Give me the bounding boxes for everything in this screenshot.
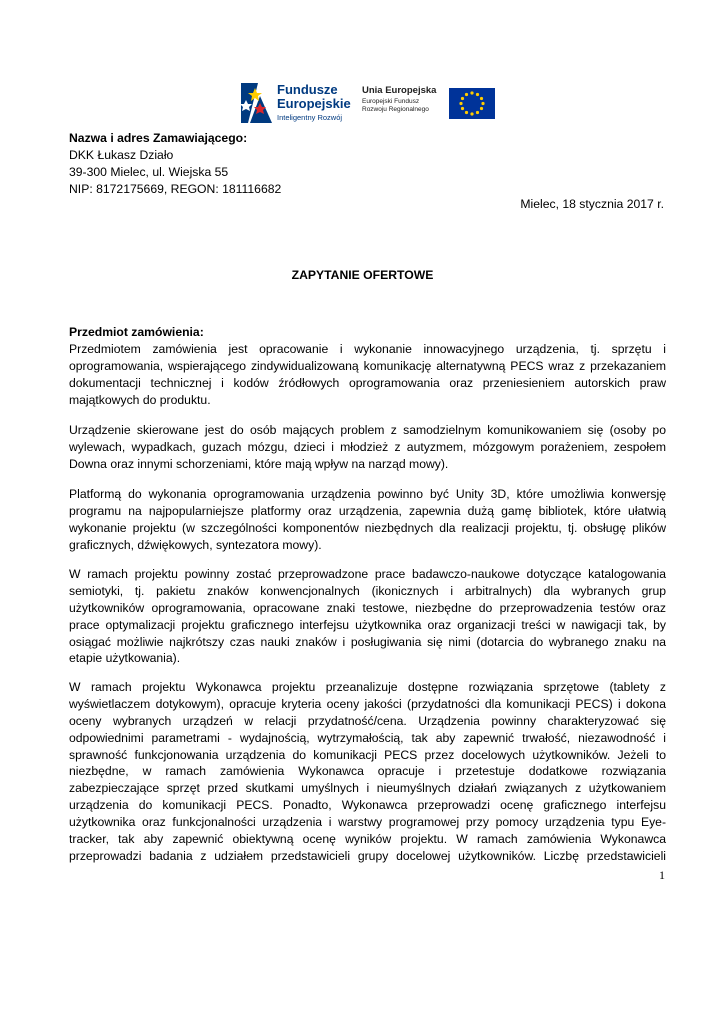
eu-flag-icon	[449, 88, 495, 119]
contracting-party-line: 39-300 Mielec, ul. Wiejska 55	[69, 164, 229, 179]
contracting-party-heading: Nazwa i adres Zamawiającego:	[69, 131, 248, 145]
unia-europejska-label	[362, 86, 436, 115]
fe-logo-line3: Inteligentny Rozwój	[277, 113, 343, 122]
paragraph-line: odpowiednimi parametrami - wydajnością, wytrzymałością, tak aby zapewnić trwałość, niezawodność i	[69, 730, 666, 745]
page-number: 1	[659, 868, 665, 882]
contracting-party-line: DKK Łukasz Działo	[69, 147, 174, 162]
ue-logo-line3: Rozwoju Regionalnego	[362, 105, 429, 113]
contracting-party-line: NIP: 8172175669, REGON: 181116682	[69, 181, 282, 196]
paragraph-line: Przedmiotem zamówienia jest opracowanie i wykonanie innowacyjnego urządzenia, tj. sprzętu i	[69, 341, 666, 356]
document-title: ZAPYTANIE OFERTOWE	[291, 268, 434, 282]
paragraph-subject	[69, 324, 666, 408]
paragraph-hardware-analysis	[69, 679, 666, 865]
paragraph-line: tracker, tak aby zapewnić obiektywną ocenę wyników projektu. W ramach zamówienia Wykonawca	[69, 832, 666, 847]
fundusze-europejskie-emblem	[238, 78, 274, 128]
fundusze-europejskie-label	[277, 83, 351, 122]
paragraph-research	[69, 566, 666, 667]
paragraph-line: Platformą do wykonania oprogramowania urządzenia powinno być Unity 3D, które umożliwia konwersję	[69, 487, 666, 501]
paragraph-line: urządzenia do komunikacji PECS. Ponadto, Wykonawca przeprowadzi ocenę graficznego interfejsu	[69, 798, 666, 813]
paragraph-line: osiągać możliwie najkrótszy czas nauki znaków i posługiwania się nimi (dotarcia do wybranego znaku na	[69, 634, 666, 649]
ue-logo-line1: Unia Europejska	[362, 85, 437, 96]
paragraph-line: użytkowników oprogramowania, opracowane znaki testowe, niezbędne do przeprowadzenia testów oraz	[69, 600, 666, 615]
paragraph-line: etapie użytkowania).	[69, 651, 181, 666]
contracting-party-block	[69, 130, 666, 198]
document-date: Mielec, 18 stycznia 2017 r.	[520, 197, 664, 211]
paragraph-line: majątkowych do produktu.	[69, 392, 211, 407]
paragraph-line: programu na najpopularniejsze platformy oraz urządzenia, zapewnia dużą gamę bibliotek, które ułatwią	[69, 503, 666, 518]
fe-logo-line1: Fundusze	[277, 82, 338, 97]
paragraph-line: dokumentacji technicznej i kodów źródłowych oprogramowania oraz przeniesieniem autorskich praw	[69, 375, 666, 390]
paragraph-line: oprogramowania, wspierającego zindywidualizowaną komunikację alternatywną PECS wraz z przekazaniem	[69, 358, 666, 373]
paragraph-line: wylewach, wypadkach, guzach mózgu, dzieci i młodzież z autyzmem, mózgowym porażeniem, zespołem	[69, 439, 666, 454]
ue-logo-line2: Europejski Fundusz	[362, 97, 420, 105]
paragraph-line: Urządzenie skierowane jest do osób mających problem z samodzielnym komunikowaniem się (osoby po	[69, 423, 666, 437]
paragraph-line: wyświetlaczem dotykowym), opracuje kryteria oceny jakości (przydatności dla komunikacji PECS) i dokona	[69, 696, 666, 711]
paragraph-line: przeprowadzi badania z udziałem przedstawicieli grupy docelowej użytkowników. Liczbę przedstawicieli	[69, 848, 666, 863]
paragraph-line: oceny wybranych urządzeń w relacji przydatność/cena. Urządzenia powinny charakteryzować się	[69, 713, 666, 728]
paragraph-line: prace optymalizacji projektu graficznego interfejsu użytkownika oraz organizacji treści w nawigacji tak, by	[69, 617, 666, 632]
fe-logo-line2: Europejskie	[277, 96, 351, 111]
paragraph-line: W ramach projektu powinny zostać przeprowadzone prace badawczo-naukowe dotyczące katalogowania	[69, 567, 666, 581]
paragraph-target-users	[69, 422, 666, 473]
paragraph-line: graficznych, dźwiękowych, syntezatora mowy).	[69, 537, 322, 552]
paragraph-line: semiotyki, tj. pakietu znaków konwencjonalnych (ikonicznych i arbitralnych) dla wybranych grup	[69, 583, 666, 598]
paragraph-platform	[69, 486, 666, 554]
paragraph-line: Downa oraz innymi schorzeniami, które mają wpływ na narząd mowy).	[69, 456, 449, 471]
paragraph-line: sprawność funkcjonowania urządzenia do komunikacji PECS przez docelowych użytkowników. Jeżeli to	[69, 747, 666, 762]
subject-heading: Przedmiot zamówienia:	[69, 325, 204, 339]
paragraph-line: wykonanie projektu (w szczególności komponentów niezbędnych dla realizacji projektu, tj. obsługę plików	[69, 520, 666, 535]
paragraph-line: zabezpieczające sprzęt przed skutkami umyślnych i nieumyślnych działań związanych z użytkowaniem	[69, 781, 666, 796]
paragraph-line: W ramach projektu Wykonawca projektu przeanalizuje dostępne rozwiązania sprzętowe (tablety z	[69, 680, 666, 694]
paragraph-line: użytkownika oraz funkcjonalności urządzenia i warstwy programowej przy pomocy urządzenia typu Eye-	[69, 815, 666, 830]
paragraph-line: niezbędne, w ramach zamówienia Wykonawca opracuje i przetestuje dodatkowe rozwiązania	[69, 764, 666, 779]
header-logos	[238, 78, 496, 128]
